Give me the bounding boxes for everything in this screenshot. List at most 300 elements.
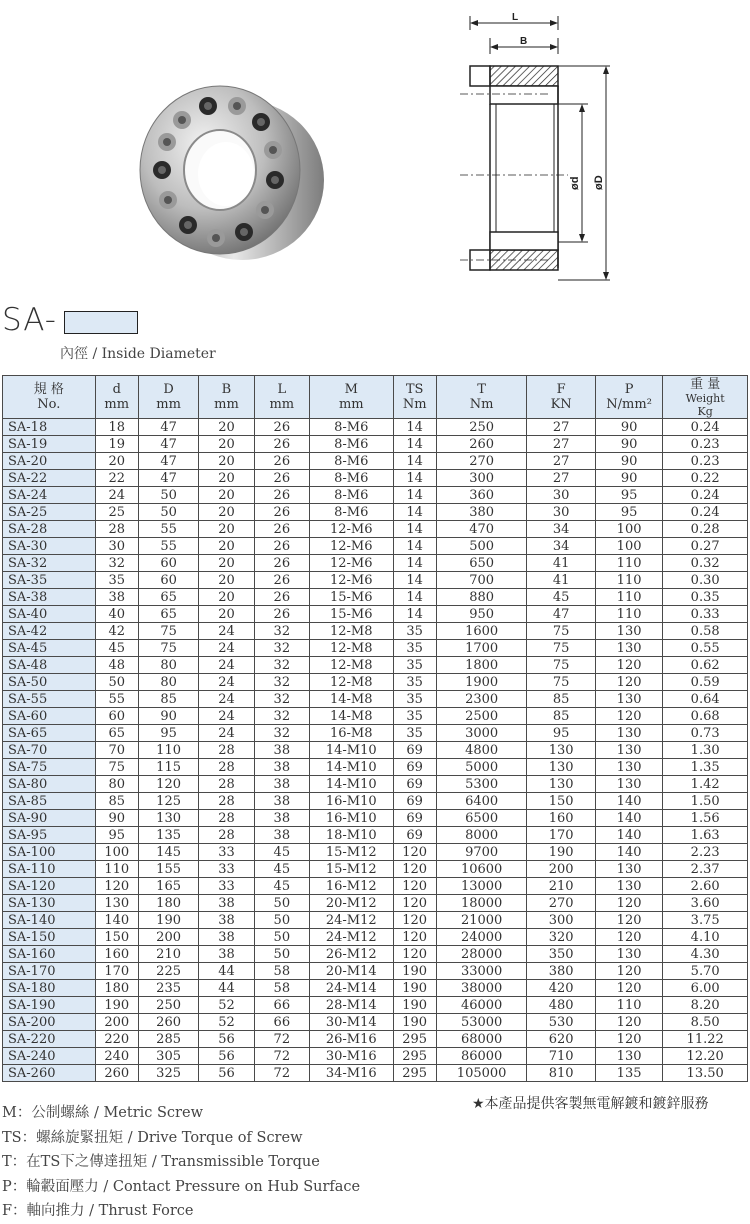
- table-row: [3, 470, 748, 487]
- value-cell: 180: [138, 895, 198, 912]
- spec-table: [2, 375, 748, 1082]
- value-cell: 110: [595, 997, 662, 1014]
- value-cell: 75: [95, 759, 138, 776]
- value-cell: 13000: [436, 878, 527, 895]
- value-cell: 20-M12: [310, 895, 394, 912]
- value-cell: 38: [199, 946, 254, 963]
- service-note: ★本產品提供客製無電解鍍和鍍鋅服務: [472, 1096, 709, 1112]
- table-row: [3, 657, 748, 674]
- value-cell: 16-M10: [310, 793, 394, 810]
- table-row: [3, 555, 748, 572]
- value-cell: 30-M14: [310, 1014, 394, 1031]
- value-cell: 38: [95, 589, 138, 606]
- value-cell: 0.22: [663, 470, 748, 487]
- value-cell: 0.24: [663, 487, 748, 504]
- value-cell: 26: [254, 453, 309, 470]
- value-cell: 0.58: [663, 623, 748, 640]
- value-cell: 18-M10: [310, 827, 394, 844]
- value-cell: 140: [595, 844, 662, 861]
- value-cell: 20: [95, 453, 138, 470]
- value-cell: 45: [254, 878, 309, 895]
- value-cell: 50: [254, 895, 309, 912]
- value-cell: 1800: [436, 657, 527, 674]
- column-header: B mm: [199, 376, 254, 419]
- value-cell: 80: [138, 657, 198, 674]
- value-cell: 480: [527, 997, 595, 1014]
- table-row: [3, 912, 748, 929]
- value-cell: 710: [527, 1048, 595, 1065]
- value-cell: 38: [199, 895, 254, 912]
- value-cell: 120: [393, 895, 436, 912]
- value-cell: 8-M6: [310, 453, 394, 470]
- value-cell: 4800: [436, 742, 527, 759]
- value-cell: 27: [527, 470, 595, 487]
- value-cell: 130: [595, 878, 662, 895]
- value-cell: 500: [436, 538, 527, 555]
- value-cell: 47: [138, 470, 198, 487]
- value-cell: 140: [595, 793, 662, 810]
- value-cell: 120: [595, 963, 662, 980]
- value-cell: 28: [199, 776, 254, 793]
- value-cell: 320: [527, 929, 595, 946]
- dim-label-D: øD: [593, 175, 605, 190]
- value-cell: 190: [393, 963, 436, 980]
- value-cell: 26: [254, 470, 309, 487]
- value-cell: 32: [254, 674, 309, 691]
- value-cell: 12.20: [663, 1048, 748, 1065]
- value-cell: 190: [393, 980, 436, 997]
- value-cell: 15-M6: [310, 589, 394, 606]
- value-cell: 90: [138, 708, 198, 725]
- value-cell: 130: [595, 623, 662, 640]
- value-cell: 32: [254, 725, 309, 742]
- value-cell: 0.33: [663, 606, 748, 623]
- value-cell: 650: [436, 555, 527, 572]
- value-cell: 8-M6: [310, 436, 394, 453]
- value-cell: 72: [254, 1048, 309, 1065]
- value-cell: 25: [95, 504, 138, 521]
- value-cell: 75: [527, 657, 595, 674]
- value-cell: 80: [95, 776, 138, 793]
- table-row: [3, 844, 748, 861]
- value-cell: 16-M12: [310, 878, 394, 895]
- value-cell: 80: [138, 674, 198, 691]
- value-cell: 620: [527, 1031, 595, 1048]
- table-row: [3, 861, 748, 878]
- value-cell: 0.35: [663, 589, 748, 606]
- table-row: [3, 708, 748, 725]
- value-cell: 1900: [436, 674, 527, 691]
- model-cell: SA-70: [3, 742, 96, 759]
- legend: [2, 1101, 360, 1224]
- value-cell: 130: [595, 946, 662, 963]
- value-cell: 150: [527, 793, 595, 810]
- value-cell: 3.75: [663, 912, 748, 929]
- value-cell: 120: [138, 776, 198, 793]
- table-row: [3, 436, 748, 453]
- value-cell: 130: [527, 742, 595, 759]
- product-photo: [120, 70, 330, 270]
- table-row: [3, 419, 748, 436]
- value-cell: 40: [95, 606, 138, 623]
- table-row: [3, 963, 748, 980]
- value-cell: 12-M8: [310, 657, 394, 674]
- value-cell: 69: [393, 759, 436, 776]
- value-cell: 120: [595, 1031, 662, 1048]
- value-cell: 5000: [436, 759, 527, 776]
- legend-drive-torque: TS：螺絲旋緊扭矩 / Drive Torque of Screw: [2, 1129, 303, 1146]
- value-cell: 110: [595, 572, 662, 589]
- value-cell: 26-M12: [310, 946, 394, 963]
- inside-diameter-caption: 內徑 / Inside Diameter: [60, 346, 216, 362]
- value-cell: 14-M8: [310, 708, 394, 725]
- value-cell: 3000: [436, 725, 527, 742]
- table-row: [3, 793, 748, 810]
- model-cell: SA-180: [3, 980, 96, 997]
- model-cell: SA-18: [3, 419, 96, 436]
- value-cell: 1.50: [663, 793, 748, 810]
- value-cell: 260: [138, 1014, 198, 1031]
- value-cell: 20: [199, 487, 254, 504]
- value-cell: 8.20: [663, 997, 748, 1014]
- value-cell: 28: [199, 827, 254, 844]
- value-cell: 27: [527, 419, 595, 436]
- table-row: [3, 810, 748, 827]
- table-row: [3, 997, 748, 1014]
- value-cell: 420: [527, 980, 595, 997]
- value-cell: 20: [199, 504, 254, 521]
- value-cell: 210: [527, 878, 595, 895]
- value-cell: 24: [199, 691, 254, 708]
- value-cell: 53000: [436, 1014, 527, 1031]
- legend-thrust-force: F：軸向推力 / Thrust Force: [2, 1203, 194, 1219]
- value-cell: 810: [527, 1065, 595, 1082]
- value-cell: 47: [138, 419, 198, 436]
- value-cell: 14: [393, 572, 436, 589]
- value-cell: 1.56: [663, 810, 748, 827]
- model-cell: SA-130: [3, 895, 96, 912]
- value-cell: 41: [527, 572, 595, 589]
- value-cell: 120: [95, 878, 138, 895]
- column-header: T Nm: [436, 376, 527, 419]
- value-cell: 0.32: [663, 555, 748, 572]
- value-cell: 11.22: [663, 1031, 748, 1048]
- value-cell: 130: [595, 640, 662, 657]
- value-cell: 15-M6: [310, 606, 394, 623]
- value-cell: 50: [138, 504, 198, 521]
- value-cell: 145: [138, 844, 198, 861]
- value-cell: 32: [254, 708, 309, 725]
- value-cell: 85: [527, 708, 595, 725]
- model-cell: SA-80: [3, 776, 96, 793]
- table-row: [3, 606, 748, 623]
- value-cell: 38: [254, 742, 309, 759]
- table-row: [3, 623, 748, 640]
- value-cell: 120: [595, 912, 662, 929]
- table-row: [3, 504, 748, 521]
- table-row: [3, 759, 748, 776]
- value-cell: 14: [393, 419, 436, 436]
- value-cell: 69: [393, 793, 436, 810]
- value-cell: 0.27: [663, 538, 748, 555]
- value-cell: 58: [254, 963, 309, 980]
- value-cell: 24000: [436, 929, 527, 946]
- value-cell: 24: [199, 657, 254, 674]
- value-cell: 75: [527, 640, 595, 657]
- value-cell: 20: [199, 606, 254, 623]
- value-cell: 44: [199, 980, 254, 997]
- value-cell: 85: [95, 793, 138, 810]
- value-cell: 45: [254, 861, 309, 878]
- value-cell: 38: [199, 912, 254, 929]
- value-cell: 34: [527, 538, 595, 555]
- value-cell: 26: [254, 521, 309, 538]
- value-cell: 18000: [436, 895, 527, 912]
- value-cell: 90: [95, 810, 138, 827]
- value-cell: 295: [393, 1031, 436, 1048]
- value-cell: 1.30: [663, 742, 748, 759]
- value-cell: 190: [393, 1014, 436, 1031]
- value-cell: 0.24: [663, 419, 748, 436]
- value-cell: 28: [199, 742, 254, 759]
- value-cell: 470: [436, 521, 527, 538]
- value-cell: 90: [595, 436, 662, 453]
- value-cell: 130: [527, 759, 595, 776]
- value-cell: 8.50: [663, 1014, 748, 1031]
- value-cell: 180: [95, 980, 138, 997]
- model-cell: SA-42: [3, 623, 96, 640]
- value-cell: 50: [254, 912, 309, 929]
- value-cell: 6400: [436, 793, 527, 810]
- model-cell: SA-38: [3, 589, 96, 606]
- model-cell: SA-19: [3, 436, 96, 453]
- column-header: 規 格 No.: [3, 376, 96, 419]
- model-cell: SA-75: [3, 759, 96, 776]
- value-cell: 60: [95, 708, 138, 725]
- model-cell: SA-28: [3, 521, 96, 538]
- value-cell: 60: [138, 555, 198, 572]
- table-row: [3, 980, 748, 997]
- value-cell: 14: [393, 555, 436, 572]
- value-cell: 15-M12: [310, 861, 394, 878]
- value-cell: 135: [138, 827, 198, 844]
- value-cell: 225: [138, 963, 198, 980]
- value-cell: 26-M16: [310, 1031, 394, 1048]
- value-cell: 1600: [436, 623, 527, 640]
- value-cell: 65: [138, 606, 198, 623]
- value-cell: 14: [393, 606, 436, 623]
- value-cell: 24: [95, 487, 138, 504]
- value-cell: 28: [199, 793, 254, 810]
- value-cell: 19: [95, 436, 138, 453]
- value-cell: 26: [254, 504, 309, 521]
- value-cell: 52: [199, 1014, 254, 1031]
- value-cell: 20: [199, 419, 254, 436]
- value-cell: 140: [95, 912, 138, 929]
- table-row: [3, 640, 748, 657]
- value-cell: 33000: [436, 963, 527, 980]
- dim-label-B: B: [520, 36, 528, 47]
- value-cell: 110: [138, 742, 198, 759]
- value-cell: 69: [393, 776, 436, 793]
- value-cell: 28: [199, 810, 254, 827]
- value-cell: 28000: [436, 946, 527, 963]
- table-row: [3, 487, 748, 504]
- value-cell: 3.60: [663, 895, 748, 912]
- value-cell: 30: [95, 538, 138, 555]
- column-header: TS Nm: [393, 376, 436, 419]
- value-cell: 75: [138, 623, 198, 640]
- value-cell: 72: [254, 1031, 309, 1048]
- value-cell: 14: [393, 589, 436, 606]
- model-cell: SA-150: [3, 929, 96, 946]
- table-row: [3, 929, 748, 946]
- value-cell: 35: [393, 674, 436, 691]
- value-cell: 52: [199, 997, 254, 1014]
- value-cell: 32: [254, 691, 309, 708]
- value-cell: 120: [595, 929, 662, 946]
- value-cell: 35: [393, 623, 436, 640]
- value-cell: 35: [95, 572, 138, 589]
- table-row: [3, 1014, 748, 1031]
- value-cell: 12-M6: [310, 555, 394, 572]
- value-cell: 0.62: [663, 657, 748, 674]
- value-cell: 41: [527, 555, 595, 572]
- value-cell: 26: [254, 538, 309, 555]
- value-cell: 130: [595, 861, 662, 878]
- model-cell: SA-22: [3, 470, 96, 487]
- value-cell: 32: [254, 623, 309, 640]
- value-cell: 75: [138, 640, 198, 657]
- value-cell: 8-M6: [310, 504, 394, 521]
- value-cell: 60: [138, 572, 198, 589]
- value-cell: 140: [595, 827, 662, 844]
- value-cell: 26: [254, 419, 309, 436]
- model-cell: SA-35: [3, 572, 96, 589]
- value-cell: 0.64: [663, 691, 748, 708]
- value-cell: 130: [595, 691, 662, 708]
- value-cell: 24: [199, 640, 254, 657]
- value-cell: 115: [138, 759, 198, 776]
- value-cell: 0.28: [663, 521, 748, 538]
- model-cell: SA-95: [3, 827, 96, 844]
- value-cell: 2.60: [663, 878, 748, 895]
- value-cell: 38: [254, 827, 309, 844]
- legend-metric-screw: M：公制螺絲 / Metric Screw: [2, 1105, 203, 1121]
- value-cell: 0.23: [663, 453, 748, 470]
- value-cell: 6.00: [663, 980, 748, 997]
- model-title: SA-: [2, 302, 57, 338]
- value-cell: 14: [393, 436, 436, 453]
- value-cell: 34: [527, 521, 595, 538]
- value-cell: 2500: [436, 708, 527, 725]
- model-cell: SA-24: [3, 487, 96, 504]
- value-cell: 1700: [436, 640, 527, 657]
- value-cell: 27: [527, 436, 595, 453]
- value-cell: 300: [527, 912, 595, 929]
- value-cell: 305: [138, 1048, 198, 1065]
- value-cell: 12-M8: [310, 623, 394, 640]
- value-cell: 12-M6: [310, 538, 394, 555]
- value-cell: 200: [138, 929, 198, 946]
- value-cell: 35: [393, 640, 436, 657]
- value-cell: 95: [138, 725, 198, 742]
- value-cell: 170: [95, 963, 138, 980]
- model-cell: SA-110: [3, 861, 96, 878]
- table-row: [3, 453, 748, 470]
- model-cell: SA-200: [3, 1014, 96, 1031]
- value-cell: 20: [199, 436, 254, 453]
- value-cell: 68000: [436, 1031, 527, 1048]
- value-cell: 47: [138, 453, 198, 470]
- value-cell: 90: [595, 453, 662, 470]
- value-cell: 1.35: [663, 759, 748, 776]
- model-cell: SA-60: [3, 708, 96, 725]
- value-cell: 35: [393, 657, 436, 674]
- value-cell: 140: [595, 810, 662, 827]
- inside-diameter-input[interactable]: [64, 311, 138, 334]
- value-cell: 105000: [436, 1065, 527, 1082]
- model-cell: SA-45: [3, 640, 96, 657]
- value-cell: 240: [95, 1048, 138, 1065]
- value-cell: 47: [527, 606, 595, 623]
- value-cell: 120: [393, 946, 436, 963]
- value-cell: 235: [138, 980, 198, 997]
- model-cell: SA-190: [3, 997, 96, 1014]
- value-cell: 120: [393, 929, 436, 946]
- value-cell: 120: [595, 980, 662, 997]
- value-cell: 130: [595, 776, 662, 793]
- value-cell: 20: [199, 555, 254, 572]
- value-cell: 14: [393, 453, 436, 470]
- value-cell: 270: [527, 895, 595, 912]
- value-cell: 14: [393, 538, 436, 555]
- value-cell: 50: [254, 929, 309, 946]
- value-cell: 18: [95, 419, 138, 436]
- value-cell: 24: [199, 725, 254, 742]
- value-cell: 380: [436, 504, 527, 521]
- value-cell: 2.37: [663, 861, 748, 878]
- value-cell: 69: [393, 742, 436, 759]
- value-cell: 16-M8: [310, 725, 394, 742]
- value-cell: 0.68: [663, 708, 748, 725]
- value-cell: 2300: [436, 691, 527, 708]
- value-cell: 35: [393, 708, 436, 725]
- value-cell: 110: [595, 589, 662, 606]
- column-header: F KN: [527, 376, 595, 419]
- value-cell: 700: [436, 572, 527, 589]
- model-cell: SA-260: [3, 1065, 96, 1082]
- value-cell: 12-M6: [310, 572, 394, 589]
- value-cell: 325: [138, 1065, 198, 1082]
- value-cell: 110: [595, 606, 662, 623]
- model-cell: SA-90: [3, 810, 96, 827]
- value-cell: 9700: [436, 844, 527, 861]
- value-cell: 220: [95, 1031, 138, 1048]
- value-cell: 35: [393, 725, 436, 742]
- value-cell: 210: [138, 946, 198, 963]
- table-row: [3, 572, 748, 589]
- value-cell: 530: [527, 1014, 595, 1031]
- value-cell: 130: [595, 1048, 662, 1065]
- table-row: [3, 895, 748, 912]
- model-cell: SA-30: [3, 538, 96, 555]
- value-cell: 26: [254, 606, 309, 623]
- value-cell: 300: [436, 470, 527, 487]
- value-cell: 38: [199, 929, 254, 946]
- value-cell: 55: [138, 538, 198, 555]
- value-cell: 14-M10: [310, 742, 394, 759]
